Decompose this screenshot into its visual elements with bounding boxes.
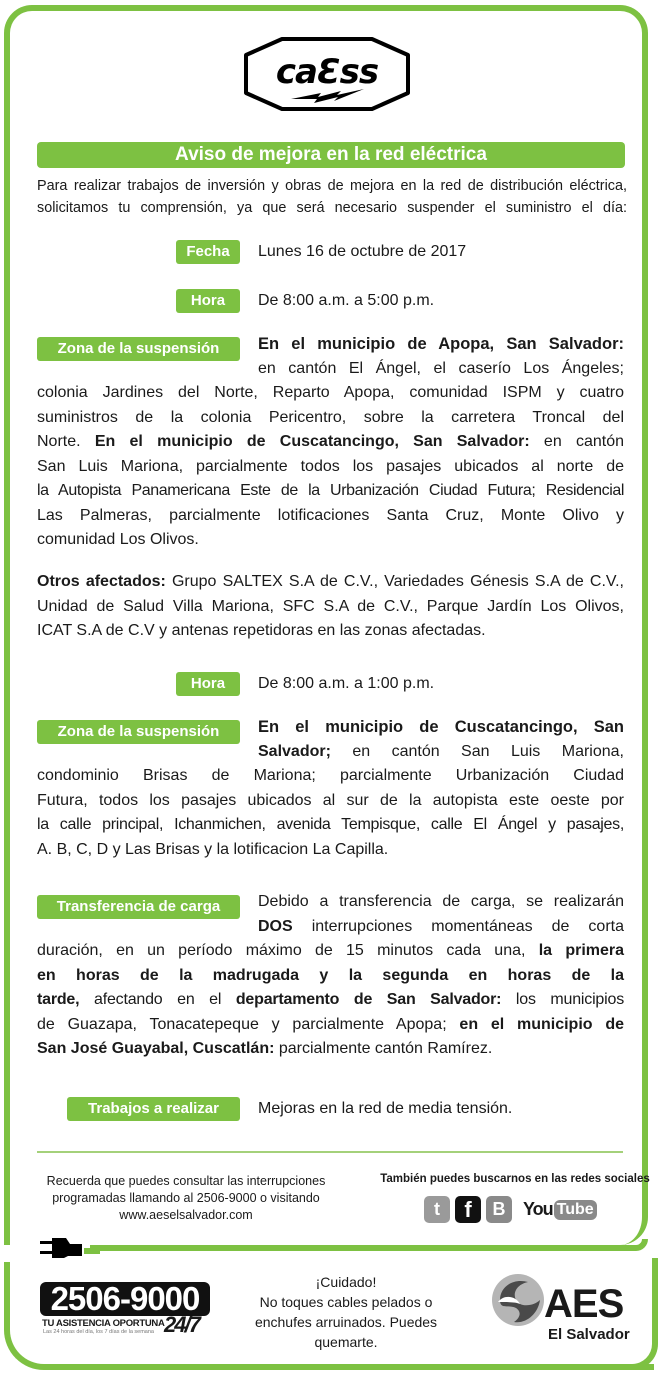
zona-label-1: Zona de la suspensión	[37, 337, 240, 361]
svg-text:caƐss: caƐss	[275, 52, 379, 92]
twitter-icon[interactable]: t	[424, 1196, 450, 1223]
twentyfour-seven: 24/7	[164, 1312, 199, 1337]
otros-afectados: Otros afectados: Grupo SALTEX S.A de C.V., Variedades Génesis S.A de C.V., Unidad de Salud Villa Mariona, SFC S.A de C.V., Parque Jardín Los Olivos, ICAT S.A de C.V y antenas repetidoras en las zonas afectadas.	[37, 573, 625, 639]
assist-text: TU ASISTENCIA OPORTUNA	[42, 1318, 165, 1329]
consult-text: Recuerda que puedes consultar las interrupciones programadas llamando al 2506-9000 o visitando www.aeselsalvador.com	[30, 1173, 342, 1224]
transfer-text-head: Debido a transferencia de carga, se realizarán DOS interrupciones momentáneas de corta	[258, 893, 624, 935]
aes-logo-text: AES	[544, 1282, 624, 1326]
hora-label-1: Hora	[176, 289, 240, 313]
zona-text-2-head: En el municipio de Cuscatancingo, San Salvador; en cantón San Luis Mariona,	[258, 718, 624, 760]
website-link[interactable]: www.aeselsalvador.com	[119, 1208, 253, 1222]
frame-border-top-bottom	[90, 1239, 648, 1251]
facebook-icon[interactable]: f	[455, 1196, 481, 1223]
hora-value-2: De 8:00 a.m. a 1:00 p.m.	[258, 675, 435, 692]
trabajos-value: Mejoras en la red de media tensión.	[258, 1100, 513, 1117]
hora-label-2: Hora	[176, 672, 240, 696]
intro-text: Para realizar trabajos de inversión y obras de mejora en la red de distribución eléctrica, solicitamos tu comprensión, ya que será necesario suspender el suministro el día:	[37, 178, 627, 216]
aes-logo-icon	[490, 1272, 546, 1328]
phone-number[interactable]: 2506-9000	[40, 1282, 210, 1316]
transfer-label: Transferencia de carga	[37, 895, 240, 919]
plug-icon	[40, 1236, 100, 1260]
social-title: También puedes buscarnos en las redes sociales	[380, 1173, 650, 1185]
zona-text-2-body: condominio Brisas de Mariona; parcialmente Urbanización Ciudad Futura, todos los pasajes ubicados al sur de la autopista este oeste por la calle principal, Ichanmichen, avenida Tempisque, calle El Ángel y pasajes, A. B, C, D y Las Brisas y la lotificacion La Capilla.	[37, 767, 624, 858]
zona-label-2: Zona de la suspensión	[37, 720, 240, 744]
safety-warning: ¡Cuidado! No toques cables pelados o enchufes arruinados. Puedes quemarte.	[254, 1274, 438, 1350]
divider	[37, 1151, 623, 1153]
youtube-icon[interactable]: You Tube	[523, 1196, 597, 1223]
page-title: Aviso de mejora en la red eléctrica	[37, 142, 625, 168]
blogger-icon[interactable]: B	[486, 1196, 512, 1223]
caess-logo	[236, 33, 418, 115]
zona-text-1-body: colonia Jardines del Norte, Reparto Apopa, comunidad ISPM y cuatro suministros de la colonia Pericentro, sobre la carretera Troncal del Norte. En el municipio de Cuscatancingo, San Salvador: en cantón San Luis Mariona, parcialmente todos los pasajes ubicados al norte de la Autopista Panamericana Este de la Urbanización Ciudad Futura; Residencial Las Palmeras, parcialmente lotificaciones Santa Cruz, Monte Olivo y comunidad Los Olivos.	[37, 384, 624, 548]
zona-text-1-head: En el municipio de Apopa, San Salvador: en cantón El Ángel, el caserío Los Ángeles;	[258, 335, 624, 377]
hora-value-1: De 8:00 a.m. a 5:00 p.m.	[258, 292, 435, 309]
fecha-value: Lunes 16 de octubre de 2017	[258, 243, 467, 260]
assist-subtext: Las 24 horas del día, los 7 días de la semana	[43, 1329, 154, 1335]
aes-logo-subtext: El Salvador	[548, 1326, 630, 1343]
transfer-text-body: duración, en un período máximo de 15 minutos cada una, la primera en horas de la madrugada y la segunda en horas de la tarde, afectando en el departamento de San Salvador: los municipios de Guazapa, Tonacatepeque y parcialmente Apopa; en el municipio de San José Guayabal, Cuscatlán: parcialmente cantón Ramírez.	[37, 942, 625, 1057]
fecha-label: Fecha	[176, 240, 240, 264]
trabajos-label: Trabajos a realizar	[67, 1097, 240, 1121]
